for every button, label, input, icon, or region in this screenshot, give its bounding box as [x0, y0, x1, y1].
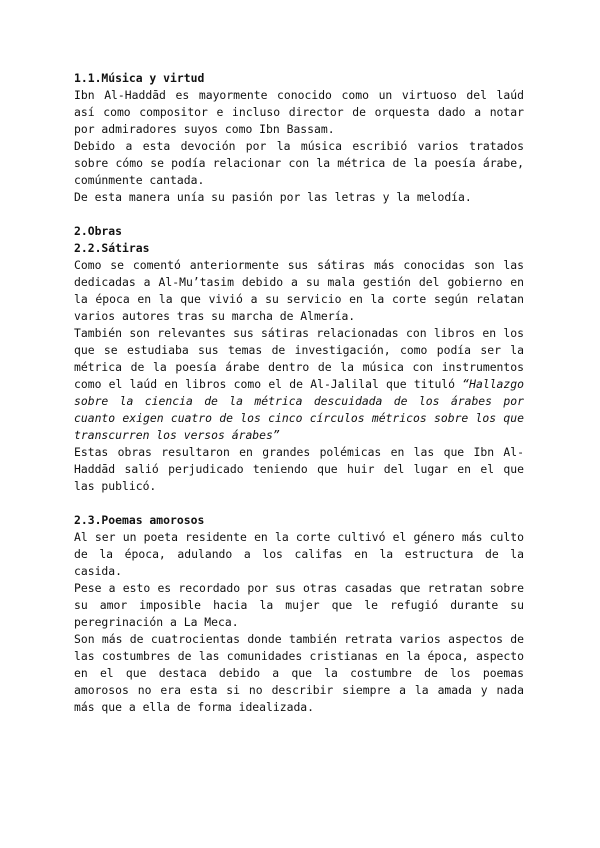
- spacer: [74, 206, 524, 223]
- section-heading-obras: 2.Obras: [74, 224, 123, 238]
- paragraph: Son más de cuatrocientas donde también retrata varios aspectos de las costumbres de las comunidades cristianas en la época, aspecto en el que destaca debido a que la costumbre de los poemas amorosos no era esta si no describir siempre a la amada y nada más que a ella de forma idealizada.: [74, 632, 524, 714]
- paragraph: Al ser un poeta residente en la corte cultivó el género más culto de la época, adulando a los califas en la estructura de la casida.: [74, 530, 524, 578]
- section-heading-musica-y-virtud: 1.1.Música y virtud: [74, 71, 205, 85]
- paragraph: Ibn Al-Haddād es mayormente conocido como un virtuoso del laúd así como compositor e incluso director de orquesta dado a notar por admiradores suyos como Ibn Bassam.: [74, 88, 524, 136]
- book-title-quote: “Hallazgo sobre la ciencia de la métrica descuidada de los árabes por cuanto exigen cuatro de los cinco círculos métricos sobre los que transcurren los versos árabes”: [74, 377, 524, 442]
- paragraph: Pese a esto es recordado por sus otras casadas que retratan sobre su amor imposible hacia la mujer que le refugió durante su peregrinación a La Meca.: [74, 581, 524, 629]
- paragraph-with-quote: [74, 325, 524, 444]
- spacer: [74, 495, 524, 512]
- paragraph: Debido a esta devoción por la música escribió varios tratados sobre cómo se podía relacionar con la métrica de la poesía árabe, comúnmente cantada.: [74, 139, 524, 187]
- paragraph: Estas obras resultaron en grandes polémicas en las que Ibn Al-Haddād salió perjudicado teniendo que huir del lugar en el que las publicó.: [74, 445, 524, 493]
- paragraph: Como se comentó anteriormente sus sátiras más conocidas son las dedicadas a Al-Mu’tasim debido a su mala gestión del gobierno en la época en la que vivió a su servicio en la corte según relatan varios autores tras su marcha de Almería.: [74, 258, 524, 323]
- section-heading-satiras: 2.2.Sátiras: [74, 241, 150, 255]
- paragraph-text: También son relevantes sus sátiras relacionadas con libros en los que se estudiaba sus temas de investigación, como podía ser la métrica de la poesía árabe dentro de la música con instrumentos como el laúd en libros como el de Al-Jalilal que tituló: [74, 326, 524, 391]
- document-page: [74, 70, 524, 716]
- section-heading-poemas-amorosos: 2.3.Poemas amorosos: [74, 513, 205, 527]
- paragraph: De esta manera unía su pasión por las letras y la melodía.: [74, 190, 472, 204]
